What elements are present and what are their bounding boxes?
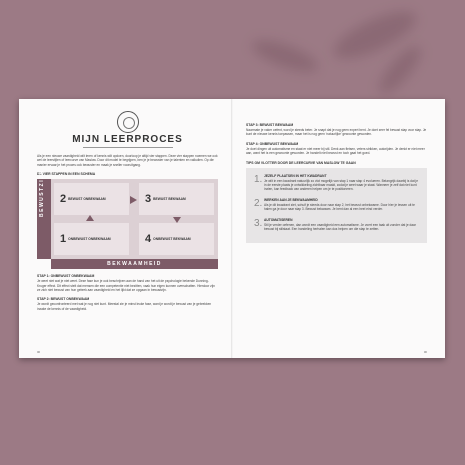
tip-item [254, 174, 419, 192]
step4-heading: STAP 4: ONBEWUST BEKWAAM [246, 141, 299, 146]
step3-text: Naarmate je vaker oefent, word je steeds beter. Je snapt dat je nog geen expert bent. Je doet zeer fel bewust stap voor stap. Je kunt de nieuwe kennis toepassen, maar het is nog geen 'natuurlijke' gewoonte geworden. [246, 128, 427, 137]
tip-title: WERKEN AAN JE BEKWAAMHEID [264, 197, 318, 202]
title-underline [83, 147, 173, 148]
diagram-heading: DE VIER STAPPEN IN EEN SCHEMA [37, 172, 96, 177]
brain-icon [117, 111, 139, 133]
intro-text: Als je een nieuwe vaardigheid wilt leren of kennis wilt opdoen, doorloop je altijd vier stappen. Deze vier stappen noemen we ook wel de leerstijlen of leercurve van Maslow. Door dit model te begrijpen, ben je je bewuster van je talenten en valkuilen. Op die manier ervaar je het proces ook bewuster en maak je sneller vooruitgang. [37, 154, 218, 167]
step2-text: Je wordt geconfronteerd met wat je nog niet kunt. Meestal zie je minst leuke fase, want je wordt je bewust van je gebrekken inzake de kennis of de vaardigheid. [37, 302, 212, 311]
arrow-up-icon [86, 215, 94, 221]
book-spread [19, 99, 445, 358]
quadrant-2: 2 BEWUST ONBEKWAAM [54, 183, 129, 215]
page-title: MIJN LEERPROCES [72, 134, 183, 145]
tip-title: AUTOMATISEREN [264, 217, 293, 222]
y-axis-label: BEWUSTZIJN [37, 179, 51, 259]
logo [37, 111, 218, 148]
step3-heading: STAP 3: BEWUST BEKWAAM [246, 123, 294, 127]
leaf-shadow [248, 34, 321, 79]
tip-number: 3. [254, 217, 263, 229]
tip-number: 2. [254, 197, 263, 209]
tip-title: JEZELF PLAATSEN IN HET KWADRANT [264, 173, 327, 178]
step4-text: Je doet dingen uit automatisme en staat er niet meer bij stil. Denk aan fietsen, veters strikken, autorijden. Je denkt er niet meer aan, want het is een gewoonte geworden. Je handelt niet bewust en toch gaat het goed. [246, 146, 425, 156]
step1-text: Je weet niet wat je niet weet. Deze fase kun je ook beschrijven aan de hand van het uit de psychologie bekende Dunning-Kruger effect. Dit effect stelt dat mensen die een competentie niet bezitten, vaak hun eigen kunnen overschatten. Hierdoor zijn ze zich niet bewust van hun gebrek aan vaardigheid en het lijkt dat ze opgaan in bewustzijn. [37, 279, 215, 293]
step1-heading: STAP 1: ONBEWUST ONBEKWAAM [37, 274, 95, 279]
tip-item [254, 198, 419, 212]
quadrant-1: 1 ONBEWUST ONBEKWAAM [54, 223, 129, 255]
tips-box [246, 168, 427, 244]
quadrant-3: 3 BEWUST BEKWAAM [139, 183, 214, 215]
right-page [232, 99, 445, 358]
quadrant-grid [51, 179, 218, 259]
arrow-down-icon [173, 217, 181, 223]
step2-heading: STAP 2: BEWUST ONBEKWAAM [37, 297, 90, 302]
page-number: 00 [423, 350, 427, 354]
tip-text: Als je dit kwadrant ziet, schuif je steeds door naar stap 2, het bewust onbekwame. Door hier je lessen uit te halen ga je door naar stap 3. Bewust bekwaam. Je bent dan al een heel eind verder. [264, 202, 415, 212]
tip-item [254, 218, 419, 232]
quadrant-4: 4 ONBEWUST BEKWAAM [139, 223, 214, 255]
arrow-right-icon [130, 196, 137, 204]
tips-heading: TIPS OM VLOTTER DOOR DE LEERCURVE VAN MASLOW TE GAAN [246, 160, 356, 165]
page-number: 00 [37, 350, 41, 354]
tip-number: 1. [254, 173, 263, 185]
x-axis-label: BEKWAAMHEID [51, 259, 218, 269]
tip-text: Je wilt in een kwadrant natuurlijk zo vlot mogelijk van stap 1 naar stap 4 evolueren. Belangrijk daarbij is dat je in de eerste plaats je ontwikkeling zichtbaar maakt, zodat je weet waar je staat. Wanneer je zelf dat niet kunt inzien, kan feedback van anderen helpen om je te positioneren. [264, 178, 418, 192]
left-page [19, 99, 232, 358]
tip-text: Stil je verder oefenen, dan wordt een vaardigheid een automatisme. Je voert een taak uit zonder dat je daar bewust bij stilstaat. Een handeling herhalen kan dus helpen om die stap te zetten. [264, 222, 416, 232]
leaf-shadow [373, 41, 427, 100]
